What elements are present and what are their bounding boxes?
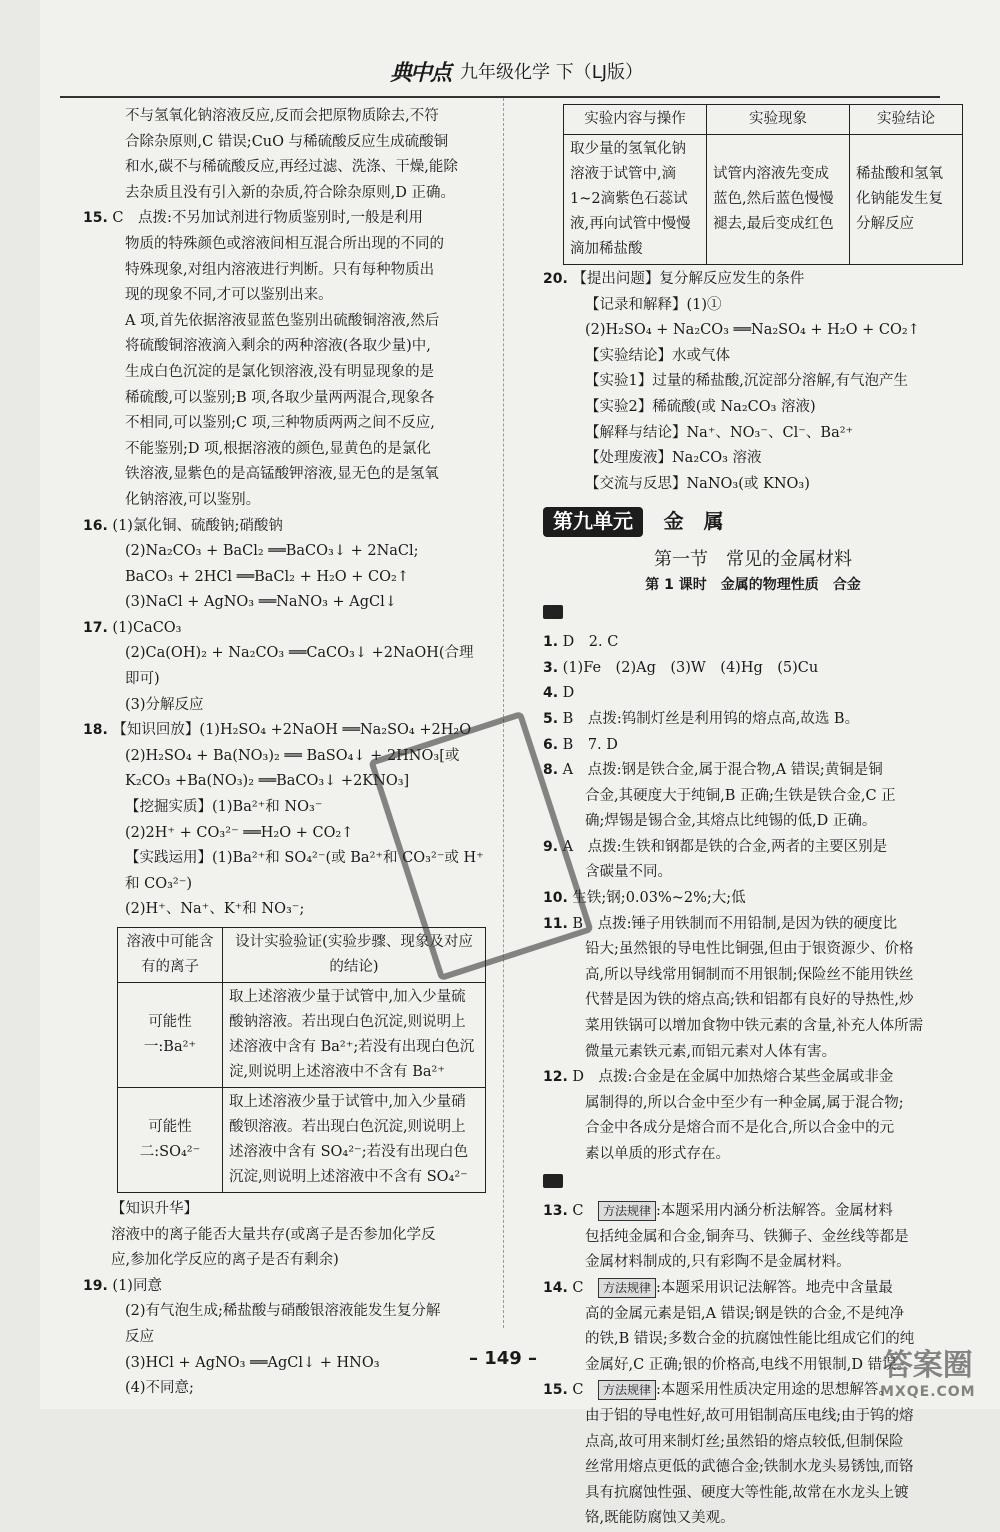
text-line <box>543 446 963 472</box>
table-cell: 取少量的氢氧化钠溶液于试管中,滴1~2滴紫色石蕊试液,再向试管中慢慢滴加稀盐酸 <box>564 135 707 265</box>
text-line <box>543 758 963 784</box>
line-text: 现的现象不同,才可以鉴别出来。 <box>125 287 333 304</box>
header-title: 九年级化学 下（LJ版） <box>460 62 644 83</box>
level-tag-icon <box>543 1174 563 1188</box>
line-text: 【记录和解释】(1)① <box>585 296 722 313</box>
text-line <box>543 707 963 733</box>
line-text: 【实验2】稀硫酸(或 Na₂CO₃ 溶液) <box>585 398 816 415</box>
line-text: 和水,碳不与稀硫酸反应,再经过滤、洗涤、干燥,能除 <box>125 159 458 176</box>
text-line <box>543 988 963 1014</box>
text-line <box>543 1302 963 1328</box>
text-line <box>83 693 503 719</box>
text-line <box>543 369 963 395</box>
question-number: 10. <box>543 890 568 907</box>
answer-text: :本题采用识记法解答。地壳中含量最 <box>656 1279 893 1296</box>
table-header-ions: 溶液中可能含有的离子 <box>118 928 223 983</box>
line-text: 即可) <box>125 671 160 688</box>
line-text: 溶液中的离子能否大量共存(或离子是否参加化学反 <box>111 1226 436 1243</box>
line-text: (2)Ca(OH)₂ + Na₂CO₃ ══CaCO₃↓ +2NaOH(合理 <box>125 645 474 662</box>
table-cell: 试管内溶液先变成蓝色,然后蓝色慢慢褪去,最后变成红色 <box>707 135 850 265</box>
line-text: 特殊现象,对组内溶液进行判断。只有每种物质出 <box>125 261 435 278</box>
text-line <box>543 1040 963 1066</box>
line-text: 物质的特殊颜色或溶液间相互混合所出现的不同的 <box>125 235 444 252</box>
line-text: 丝常用熔点更低的武德合金;铁制水龙头易锈蚀,而铬 <box>585 1459 914 1476</box>
text-line <box>83 590 503 616</box>
line-text: K₂CO₃ +Ba(NO₃)₂ ══BaCO₃↓ +2KNO₃] <box>125 773 410 790</box>
text-line <box>83 1325 503 1351</box>
line-text: 金属材料制成的,只有彩陶不是金属材料。 <box>585 1254 851 1271</box>
line-text: (4)不同意; <box>125 1380 194 1397</box>
text-line <box>543 421 963 447</box>
page-header <box>160 56 880 96</box>
answer-text: C <box>572 1203 599 1220</box>
column-divider <box>503 98 504 1328</box>
text-line <box>83 1351 503 1377</box>
text-line <box>83 130 503 156</box>
text-line <box>83 462 503 488</box>
text-line <box>83 565 503 591</box>
line-text: 【处理废液】Na₂CO₃ 溶液 <box>585 450 762 467</box>
table-header-experiment: 设计实验验证(实验步骤、现象及对应的结论) <box>223 928 486 983</box>
answer-text: C <box>572 1382 599 1399</box>
line-text: 生铁;钢;0.03%~2%;大;低 <box>572 890 746 907</box>
line-text: (1)氯化铜、硫酸钠;硝酸钠 <box>112 517 283 534</box>
text-line <box>543 318 963 344</box>
line-text: (2)有气泡生成;稀盐酸与硝酸银溶液能发生复分解 <box>125 1303 441 1320</box>
answer-text: :本题采用内涵分析法解答。金属材料 <box>656 1203 893 1220</box>
text-line <box>543 1116 963 1142</box>
text-line <box>83 539 503 565</box>
text-line <box>83 1274 503 1300</box>
header-rule <box>60 96 940 98</box>
question-number: 16. <box>83 517 108 534</box>
question-number: 20. <box>543 271 568 287</box>
question-number: 9. <box>543 838 559 855</box>
line-text: 化钠溶液,可以鉴别。 <box>125 491 261 508</box>
text-line <box>83 1299 503 1325</box>
line-text: (2)H₂SO₄ + Ba(NO₃)₂ ══ BaSO₄↓ + 2HNO₃[或 <box>125 747 460 764</box>
line-text: 【解释与结论】Na⁺、NO₃⁻、Cl⁻、Ba²⁺ <box>585 424 854 441</box>
text-line <box>543 630 963 656</box>
line-text: 生成白色沉淀的是氯化钡溶液,没有明显现象的是 <box>125 363 435 380</box>
experiment-table <box>563 104 963 265</box>
line-text: A 项,首先依据溶液显蓝色鉴别出硫酸铜溶液,然后 <box>125 312 440 329</box>
line-text: 属制得的,所以合金中至少有一种金属,属于混合物; <box>585 1094 904 1111</box>
text-line <box>543 1430 963 1456</box>
text-line <box>83 437 503 463</box>
line-text: 的铁,B 错误;多数合金的抗腐蚀性能比组成它们的纯 <box>585 1331 915 1348</box>
text-line <box>543 344 963 370</box>
line-text: B 点拨:钨制灯丝是利用钨的熔点高,故选 B。 <box>562 710 860 727</box>
line-text: 点高,故可用来制灯丝;虽然铅的熔点较低,但制保险 <box>585 1433 904 1450</box>
line-text: 和 CO₃²⁻) <box>125 875 193 892</box>
table-header: 实验结论 <box>850 105 963 135</box>
table-cell: 取上述溶液少量于试管中,加入少量硫酸钠溶液。若出现白色沉淀,则说明上述溶液中含有 Ba²⁺;若没有出现白色沉淀,则说明上述溶液中不含有 Ba²⁺ <box>223 983 486 1088</box>
text-line <box>83 641 503 667</box>
line-text: 铬,既能防腐蚀又美观。 <box>585 1510 735 1527</box>
line-text: B 点拨:锤子用铁制而不用铅制,是因为铁的硬度比 <box>572 915 898 932</box>
line-text: 合金中各成分是熔合而不是化合,所以合金中的元 <box>585 1120 895 1137</box>
question-number: 15. <box>543 1382 568 1399</box>
text-line <box>83 360 503 386</box>
question-number: 17. <box>83 619 108 636</box>
text-line <box>83 616 503 642</box>
table-cell: 稀盐酸和氢氧化钠能发生复分解反应 <box>850 135 963 265</box>
text-line <box>83 258 503 284</box>
text-line <box>543 1142 963 1168</box>
brand-logo: 典中点 <box>390 61 451 86</box>
table-cell: 可能性二:SO₄²⁻ <box>118 1088 223 1193</box>
text-line <box>83 1197 503 1223</box>
text-line <box>83 1376 503 1402</box>
text-line <box>83 232 503 258</box>
text-line <box>83 411 503 437</box>
line-text: 具有抗腐蚀性强、硬度大等性能,故常在水龙头上镀 <box>585 1484 909 1501</box>
method-badge: 方法规律 <box>598 1278 656 1298</box>
line-text: A 点拨:生铁和钢都是铁的合金,两者的主要区别是 <box>562 838 888 855</box>
line-text: C 点拨:不另加试剂进行物质鉴别时,一般是利用 <box>112 210 424 227</box>
line-text: 微量元素铁元素,而铝元素对人体有害。 <box>585 1043 837 1060</box>
line-text: 铅大;虽然银的导电性比铜强,但由于银资源少、价格 <box>585 941 914 958</box>
line-text: (1)Fe (2)Ag (3)W (4)Hg (5)Cu <box>562 659 819 676</box>
unit-name: 金 属 <box>663 509 724 534</box>
line-text: 金属好,C 正确;银的价格高,电线不用银制,D 错误。 <box>585 1356 912 1373</box>
question-number: 6. <box>543 736 559 753</box>
text-line <box>543 1481 963 1507</box>
line-text: (3)NaCl + AgNO₃ ══NaNO₃ + AgCl↓ <box>125 594 397 611</box>
line-text: A 点拨:钢是铁合金,属于混合物,A 错误;黄铜是铜 <box>562 762 883 779</box>
text-line <box>83 206 503 232</box>
text-line <box>543 886 963 912</box>
question-number: 3. <box>543 659 559 676</box>
text-line <box>543 1065 963 1091</box>
text-line <box>83 514 503 540</box>
line-text: (3)HCl + AgNO₃ ══AgCl↓ + HNO₃ <box>125 1354 380 1371</box>
text-line <box>543 1091 963 1117</box>
method-badge: 方法规律 <box>598 1380 656 1400</box>
text-line <box>543 472 963 498</box>
text-line <box>543 656 963 682</box>
line-text: 【挖掘实质】(1)Ba²⁺和 NO₃⁻ <box>125 799 323 816</box>
line-text: 含碳量不同。 <box>585 864 672 881</box>
line-text: (1)CaCO₃ <box>112 619 182 636</box>
text-line <box>83 1248 503 1274</box>
text-line <box>83 309 503 335</box>
line-text: 不与氢氧化钠溶液反应,反而会把原物质除去,不符 <box>125 108 439 124</box>
question-number: 18. <box>83 722 108 739</box>
section-title: 第一节 常见的金属材料 <box>654 549 852 571</box>
text-line <box>543 1225 963 1251</box>
line-text: B 7. D <box>562 736 618 753</box>
line-text: 【知识回放】(1)H₂SO₄ +2NaOH ══Na₂SO₄ +2H₂O <box>112 722 472 739</box>
right-column <box>543 104 963 1532</box>
line-text: 高的金属元素是铝,A 错误;钢是铁的合金,不是纯净 <box>585 1305 905 1322</box>
line-text: 【实践运用】(1)Ba²⁺和 SO₄²⁻(或 Ba²⁺和 CO₃²⁻或 H⁺ <box>125 850 484 867</box>
text-line <box>543 912 963 938</box>
text-line <box>543 293 963 319</box>
line-text: D 2. C <box>562 634 619 651</box>
line-text: 去杂质且没有引入新的杂质,符合除杂原则,D 正确。 <box>125 184 455 201</box>
line-text: (1)同意 <box>112 1277 162 1294</box>
table-cell: 可能性一:Ba²⁺ <box>118 983 223 1088</box>
question-number: 5. <box>543 710 559 727</box>
line-text: 合除杂原则,C 错误;CuO 与稀硫酸反应生成硫酸铜 <box>125 133 449 150</box>
line-text: 不能鉴别;D 项,根据溶液的颜色,显黄色的是氯化 <box>125 440 431 457</box>
question-number: 13. <box>543 1203 568 1220</box>
text-line <box>83 334 503 360</box>
text-line <box>83 488 503 514</box>
text-line <box>543 835 963 861</box>
level-tag-icon <box>543 605 563 619</box>
line-text: 【知识升华】 <box>111 1201 198 1217</box>
line-text: 合金,其硬度大于纯铜,B 正确;生铁是铁合金,C 正 <box>585 787 896 804</box>
text-line <box>83 155 503 181</box>
text-line <box>543 1404 963 1430</box>
line-text: 稀硫酸,可以鉴别;B 项,各取少量两两混合,现象各 <box>125 389 435 406</box>
line-text: D 点拨:合金是在金属中加热熔合某些金属或非金 <box>572 1069 894 1086</box>
text-line <box>83 1223 503 1249</box>
line-text: 高,所以导线常用铜制而不用银制;保险丝不能用铁丝 <box>585 966 914 983</box>
ion-verification-table <box>117 927 486 1193</box>
text-line <box>543 937 963 963</box>
answer-text: :本题采用性质决定用途的思想解答。 <box>656 1382 893 1399</box>
text-line <box>543 395 963 421</box>
table-header: 实验内容与操作 <box>564 105 707 135</box>
text-line <box>543 267 963 293</box>
line-text: 【实验结论】水或气体 <box>585 347 730 364</box>
watermark-url: MXQE.COM <box>880 1384 976 1400</box>
line-text: 【提出问题】复分解反应发生的条件 <box>572 271 805 287</box>
line-text: 确;焊锡是锡合金,其熔点比纯锡的低,D 正确。 <box>585 813 877 830</box>
line-text: 代替是因为铁的熔点高;铁和铝都有良好的导热性,炒 <box>585 992 914 1009</box>
line-text: 不相同,可以鉴别;C 项,三种物质两两之间不反应, <box>125 415 435 432</box>
page-number: – 149 – <box>468 1348 538 1369</box>
table-cell: 取上述溶液少量于试管中,加入少量硝酸钡溶液。若出现白色沉淀,则说明上述溶液中含有 SO₄²⁻;若没有出现白色沉淀,则说明上述溶液中不含有 SO₄²⁻ <box>223 1088 486 1193</box>
text-line <box>83 181 503 207</box>
line-text: 应,参加化学反应的离子是否有剩余) <box>111 1252 339 1269</box>
text-line <box>543 1250 963 1276</box>
question-number: 1. <box>543 634 559 651</box>
question-number: 8. <box>543 762 559 779</box>
method-badge: 方法规律 <box>598 1201 656 1221</box>
line-text: 菜用铁锅可以增加食物中铁元素的含量,补充人体所需 <box>585 1018 924 1035</box>
line-text: 【交流与反思】NaNO₃(或 KNO₃) <box>585 475 810 492</box>
unit-heading <box>543 507 963 543</box>
text-line <box>543 963 963 989</box>
line-text: (2)H₂SO₄ + Na₂CO₃ ══Na₂SO₄ + H₂O + CO₂↑ <box>585 322 920 339</box>
table-header: 实验现象 <box>707 105 850 135</box>
text-line <box>543 784 963 810</box>
line-text: 将硫酸铜溶液滴入剩余的两种溶液(各取少量)中, <box>125 338 431 355</box>
text-line <box>83 283 503 309</box>
text-line <box>543 681 963 707</box>
question-number: 11. <box>543 915 568 932</box>
line-text: (2)H⁺、Na⁺、K⁺和 NO₃⁻; <box>125 901 305 918</box>
text-line <box>83 667 503 693</box>
line-text: 素以单质的形式存在。 <box>585 1146 730 1162</box>
line-text: (2)2H⁺ + CO₃²⁻ ══H₂O + CO₂↑ <box>125 824 354 841</box>
line-text: 铁溶液,显紫色的是高锰酸钾溶液,显无色的是氢氧 <box>125 466 439 483</box>
question-number: 4. <box>543 685 559 702</box>
question-number: 12. <box>543 1069 568 1086</box>
question-number: 15. <box>83 210 108 227</box>
line-text: 【实验1】过量的稀盐酸,沉淀部分溶解,有气泡产生 <box>585 373 908 390</box>
line-text: D <box>562 685 575 702</box>
text-line <box>543 1455 963 1481</box>
text-line <box>83 104 503 130</box>
unit-badge: 第九单元 <box>543 507 643 537</box>
line-text: (2)Na₂CO₃ + BaCl₂ ══BaCO₃↓ + 2NaCl; <box>125 543 419 560</box>
line-text: 包括纯金属和合金,铜奔马、铁狮子、金丝线等都是 <box>585 1228 909 1245</box>
text-line <box>543 860 963 886</box>
text-line <box>543 733 963 759</box>
watermark-main: 答案圈 <box>882 1348 973 1383</box>
question-number: 14. <box>543 1279 568 1296</box>
line-text: 反应 <box>125 1328 154 1345</box>
text-line <box>83 386 503 412</box>
question-number: 19. <box>83 1277 108 1294</box>
text-line <box>543 809 963 835</box>
line-text: (3)分解反应 <box>125 696 204 713</box>
watermark-logo <box>880 1340 976 1400</box>
line-text: 由于铝的导电性好,故可用铝制高压电线;由于钨的熔 <box>585 1407 914 1424</box>
text-line <box>543 1014 963 1040</box>
text-line <box>543 1506 963 1532</box>
answer-text: C <box>572 1279 599 1296</box>
lesson-title: 第 1 课时 金属的物理性质 合金 <box>645 576 861 593</box>
line-text: BaCO₃ + 2HCl ══BaCl₂ + H₂O + CO₂↑ <box>125 568 410 585</box>
